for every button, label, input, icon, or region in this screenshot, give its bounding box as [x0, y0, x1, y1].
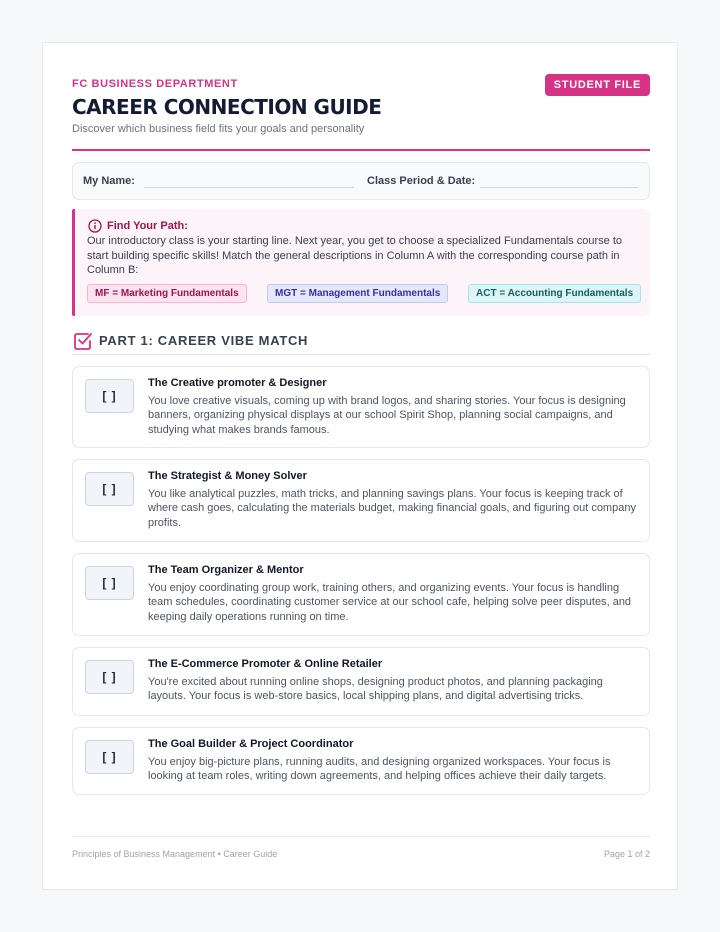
career-description: You're excited about running online shops, designing product photos, and planning packaging layouts. Your focus is web-store basics, local shipping plans, and digital advertising tricks.	[148, 676, 603, 703]
career-description: You love creative visuals, coming up with brand logos, and sharing stories. Your focus is designing banners, organizing physical displays at our school Spirit Shop, planning social campaigns, and studying what makes brands famous.	[148, 395, 626, 436]
career-title: The Team Organizer & Mentor	[148, 564, 304, 576]
student-info-box	[72, 162, 650, 200]
info-icon	[88, 219, 102, 233]
career-card	[72, 647, 650, 716]
career-description: You enjoy coordinating group work, training others, and organizing events. Your focus is handling team schedules, coordinating customer service at our school cafe, helping solve peer disputes, and keeping daily operations running on time.	[148, 582, 632, 623]
name-label: My Name:	[83, 175, 135, 187]
answer-box[interactable]: [ ]	[85, 660, 134, 694]
key-accounting-fundamentals: ACT = Accounting Fundamentals	[468, 284, 641, 303]
career-title: The Creative promoter & Designer	[148, 377, 327, 389]
career-card	[72, 727, 650, 795]
career-title: The Strategist & Money Solver	[148, 470, 307, 482]
name-field[interactable]	[144, 187, 354, 188]
page-header	[72, 77, 650, 153]
section-title: PART 1: CAREER VIBE MATCH	[99, 333, 309, 348]
career-card	[72, 459, 650, 542]
key-management-fundamentals: MGT = Management Fundamentals	[267, 284, 448, 303]
footer-divider	[72, 836, 650, 837]
worksheet-page	[42, 42, 678, 890]
find-your-path-callout	[72, 209, 650, 316]
checkbox-icon	[73, 331, 93, 351]
class-period-date-label: Class Period & Date:	[367, 175, 476, 187]
footer-course-label: Principles of Business Management • Career Guide	[72, 849, 278, 859]
answer-box[interactable]: [ ]	[85, 472, 134, 506]
callout-body: Our introductory class is your starting line. Next year, you get to choose a specialized Fundamentals course to start building specific skills! Match the general descriptions in Column A with the corresponding course path in Column B:	[87, 235, 622, 276]
career-description: You like analytical puzzles, math tricks, and planning savings plans. Your focus is keeping track of where cash goes, calculating the materials budget, making financial goals, and figuring out company profits.	[148, 488, 636, 529]
answer-box[interactable]: [ ]	[85, 379, 134, 413]
answer-box[interactable]: [ ]	[85, 740, 134, 774]
part-1-section-header	[72, 329, 650, 355]
header-divider	[72, 149, 650, 151]
career-title: The Goal Builder & Project Coordinator	[148, 738, 354, 750]
key-marketing-fundamentals: MF = Marketing Fundamentals	[87, 284, 247, 303]
page-subtitle: Discover which business field fits your goals and personality	[72, 123, 365, 135]
page-title: CAREER CONNECTION GUIDE	[72, 95, 382, 119]
class-period-date-field[interactable]	[480, 187, 638, 188]
career-description: You enjoy big-picture plans, running audits, and designing organized workspaces. Your focus is looking at team roles, writing down agreements, and helping offices achieve their daily targets.	[148, 756, 611, 783]
callout-title: Find Your Path:	[107, 220, 188, 232]
section-divider	[72, 354, 650, 355]
career-title: The E-Commerce Promoter & Online Retailer	[148, 658, 383, 670]
page-number: Page 1 of 2	[603, 849, 650, 859]
student-file-badge: STUDENT FILE	[545, 74, 650, 96]
career-card	[72, 553, 650, 636]
answer-box[interactable]: [ ]	[85, 566, 134, 600]
career-card	[72, 366, 650, 448]
department-label: FC BUSINESS DEPARTMENT	[72, 78, 238, 90]
